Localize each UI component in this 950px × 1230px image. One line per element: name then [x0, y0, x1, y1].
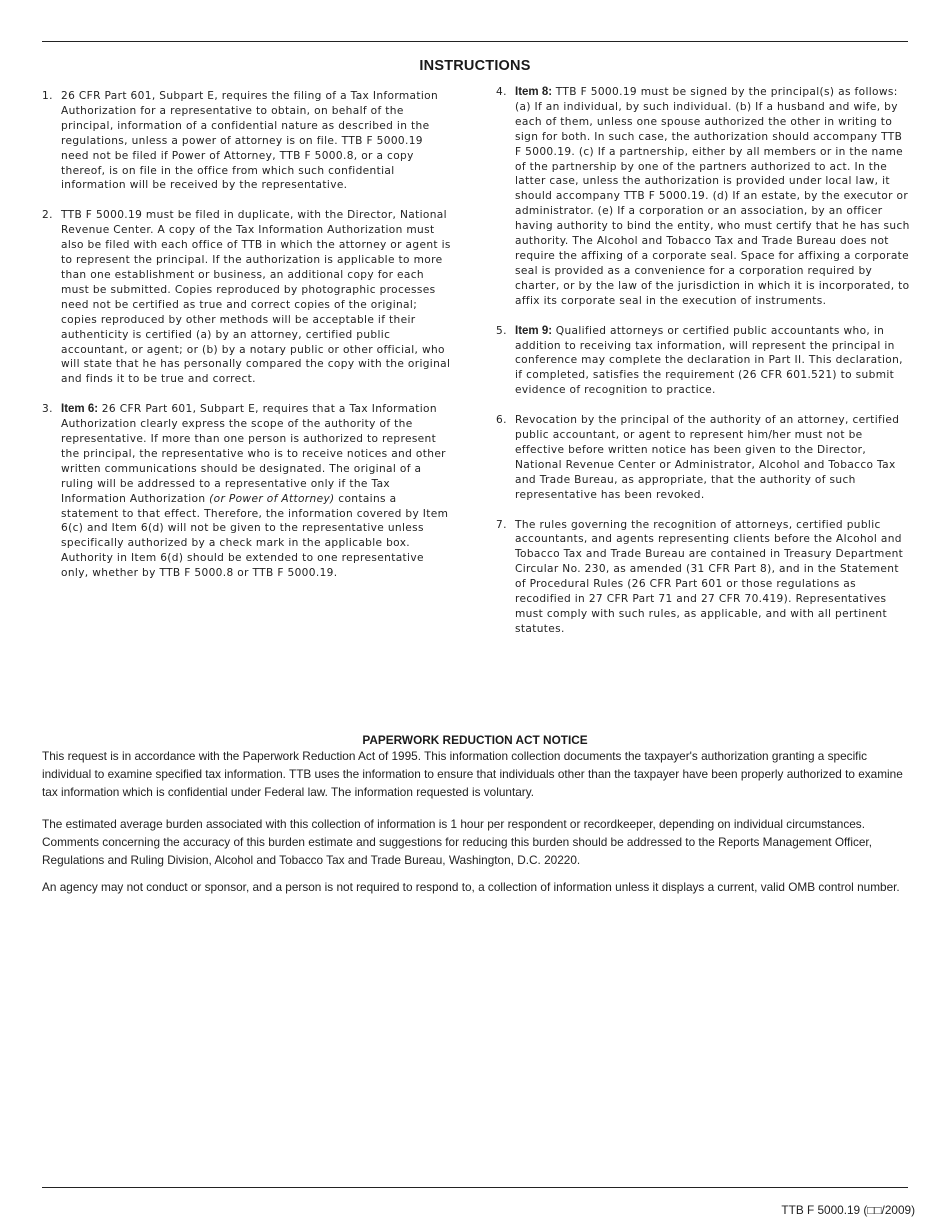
instruction-item-1	[42, 89, 454, 193]
item-text: Qualified attorneys or certified public accountants who, in addition to receiving tax information, will represent the principal in conference may complete the declaration in Part II. This declaration, if completed, satisfies the requirement (26 CFR 601.521) to submit evidence of recognition to practice.	[515, 324, 903, 397]
item-label: Item 8:	[515, 86, 553, 98]
item-text-a: 26 CFR Part 601, Subpart E, requires that a Tax Information Authorization clearly express the scope of the authority of the representative. If more than one person is authorized to represent the principal, the representative who is to receive notices and other written communications should be designated. The original of a ruling will be addressed to a representative only if the Tax Information Authorization	[61, 403, 446, 505]
item-text: 26 CFR Part 601, Subpart E, requires the filing of a Tax Information Authorization for a representative to obtain, on behalf of the principal, information of a confidential nature as described in the regulations, unless a power of attorney is on file. TTB F 5000.19 need not be filed if Power of Attorney, TTB F 5000.8, or a copy thereof, is on file in the office from which such confidential information will be received by the representative.	[61, 90, 439, 192]
item-label: Item 9:	[515, 324, 553, 337]
form-footer: TTB F 5000.19 (□□/2009)	[781, 1203, 915, 1217]
instruction-item-3	[42, 402, 454, 581]
instruction-item-2	[42, 208, 454, 387]
notice-paragraph-2: The estimated average burden associated with this collection of information is 1 hour per respondent or recordkeeper, depending on individual circumstances. Comments concerning the accuracy of this burden estimate and suggestions for reducing this burden should be addressed to the Reports Management Officer, Regulations and Ruling Division, Alcohol and Tobacco Tax and Trade Bureau, Washington, D.C. 20220.	[42, 817, 872, 867]
notice-title: PAPERWORK REDUCTION ACT NOTICE	[362, 733, 588, 747]
instruction-item-6	[496, 413, 912, 502]
item-number: 1.	[42, 90, 53, 102]
top-rule	[42, 41, 908, 42]
item-text-b: contains a statement to that effect. Therefore, the information covered by Item 6(c) and Item 6(d) will not be given to the representative unless specifically authorized by a check mark in the applicable box. Authority in Item 6(d) should be extended to one representative only, whether by TTB F 5000.8 or TTB F 5000.19.	[61, 492, 449, 580]
bottom-rule	[42, 1187, 908, 1188]
notice-paragraph-1: This request is in accordance with the Paperwork Reduction Act of 1995. This information collection documents the taxpayer's authorization granting a specific individual to examine specified tax information. TTB uses the information to ensure that individuals other than the taxpayer have been properly authorized to examine tax information which is confidential under Federal law. The information requested is voluntary.	[42, 749, 903, 799]
instructions-right-column	[496, 85, 912, 652]
item-number: 7.	[496, 518, 507, 531]
instruction-item-7	[496, 518, 912, 637]
item-text: The rules governing the recognition of attorneys, certified public accountants, and agents representing clients before the Alcohol and Tobacco Tax and Trade Bureau are contained in Treasury Department Circular No. 230, as amended (31 CFR Part 8), and in the Statement of Procedural Rules (26 CFR Part 601 or those regulations as recodified in 27 CFR Part 71 and 27 CFR 70.419). Representatives must comply with such rules, as applicable, and with all pertinent statutes.	[515, 518, 904, 635]
page-title: INSTRUCTIONS	[419, 58, 531, 74]
item-label: Item 6:	[61, 403, 99, 416]
instructions-left-column	[42, 89, 454, 596]
item-italic-text: (or Power of Attorney)	[209, 492, 335, 505]
item-text: Revocation by the principal of the authority of an attorney, certified public accountant, or agent to represent him/her must not be effective before written notice has been given to the Director, National Revenue Center or Administrator, Alcohol and Tobacco Tax and Trade Bureau, as appropriate, that the authority of such representative has been revoked.	[515, 414, 900, 501]
notice-paragraph-3: An agency may not conduct or sponsor, and a person is not required to respond to, a collection of information unless it displays a current, valid OMB control number.	[42, 880, 900, 894]
instruction-item-4	[496, 85, 912, 309]
item-text: TTB F 5000.19 must be signed by the principal(s) as follows: (a) If an individual, by such individual. (b) If a husband and wife, by each of them, unless one spouse authorized the other in writing to sign for both. In such case, the authorization should accompany TTB F 5000.19. (c) If a partnership, either by all members or in the name of the partnership by one of the partners authorized to act. In the latter case, unless the authorization is provided under local law, it should accompany TTB F 5000.19. (d) If an estate, by the executor or administrator. (e) If a corporation or an association, by an officer having authority to bind the entity, who must certify that he has such authority. The Alcohol and Tobacco Tax and Trade Bureau does not require the affixing of a corporate seal. Space for affixing a corporate seal is provided as a convenience for a corporation required by charter, or by the law of the jurisdiction in which it is incorporated, to affix its corporate seal in the execution of instruments.	[515, 86, 910, 307]
item-number: 5.	[496, 324, 507, 337]
item-number: 2.	[42, 209, 53, 222]
item-number: 4.	[496, 86, 507, 98]
item-number: 3.	[42, 403, 53, 416]
item-text: TTB F 5000.19 must be filed in duplicate, with the Director, National Revenue Center. A copy of the Tax Information Authorization must also be filed with each office of TTB in which the attorney or agent is to represent the principal. If the authorization is applicable to more than one establishment or business, an additional copy for each must be submitted. Copies reproduced by photographic processes need not be certified as true and correct copies of the original; copies reproduced by other methods will be acceptable if their authenticity is certified (a) by an attorney, certified public accountant, or agent; or (b) by a notary public or other official, who will state that he has personally compared the copy with the original and finds it to be true and correct.	[61, 209, 451, 386]
instruction-item-5	[496, 324, 912, 399]
item-number: 6.	[496, 414, 507, 427]
